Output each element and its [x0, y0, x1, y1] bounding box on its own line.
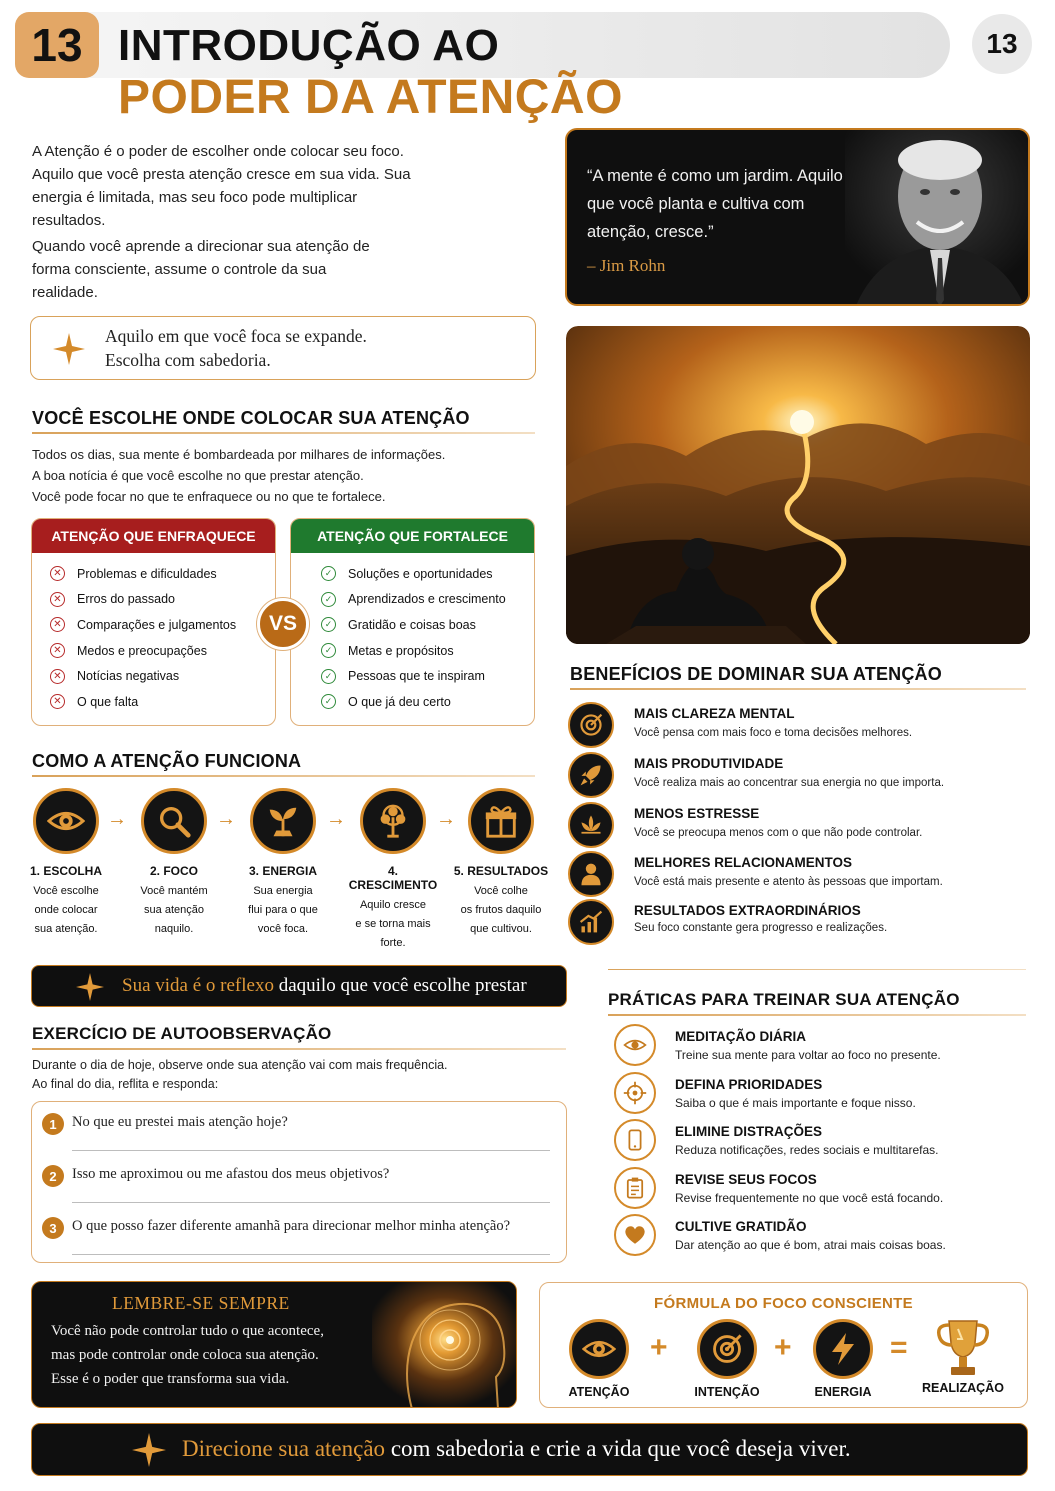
- formula-label: ENERGIA: [814, 1385, 872, 1399]
- practice-item: DEFINA PRIORIDADES Saiba o que é mais importante e foque nisso.: [614, 1072, 1028, 1116]
- page-number-badge: [972, 14, 1032, 74]
- exercise-section-rule: [32, 1048, 566, 1050]
- strengthens-card: [290, 518, 535, 726]
- page-number: 13: [986, 28, 1018, 59]
- choose-line-3: Você pode focar no que te enfraquece ou no que te fortalece.: [32, 489, 386, 504]
- vs-badge: [257, 598, 309, 650]
- benefit-item: RESULTADOS EXTRAORDINÁRIOS Seu foco constante gera progresso e realizações.: [568, 897, 1028, 945]
- target-icon: [697, 1319, 757, 1379]
- sunset-landscape-image: [566, 326, 1030, 644]
- weakens-title: ATENÇÃO QUE ENFRAQUECE: [51, 528, 256, 544]
- formula-card: [539, 1282, 1028, 1408]
- portrait-image: [845, 130, 1030, 306]
- question-number-badge: 2: [42, 1165, 64, 1187]
- highlight-line-2: Escolha com sabedoria.: [105, 350, 271, 370]
- check-circle-icon: ✓: [321, 643, 336, 658]
- remember-card: LEMBRE-SE SEMPRE Você não pode controlar tudo o que acontece, mas pode controlar onde coloca sua atenção. Esse é o poder que transforma sua vida.: [31, 1281, 517, 1408]
- equals-sign: =: [890, 1331, 908, 1364]
- question-row: [42, 1112, 550, 1154]
- practice-item: ELIMINE DISTRAÇÕES Reduza notificações, redes sociais e multitarefas.: [614, 1119, 1028, 1163]
- practices-top-rule: [608, 969, 1026, 970]
- formula-label: ATENÇÃO: [568, 1385, 630, 1399]
- sparkle-icon: [132, 1433, 166, 1467]
- eye-icon: [569, 1319, 629, 1379]
- formula-label: REALIZAÇÃO: [922, 1381, 1004, 1395]
- list-item: ✓ Soluções e oportunidades: [321, 561, 534, 587]
- heart-icon: [614, 1214, 656, 1256]
- list-item: ✕ Medos e preocupações: [50, 638, 275, 664]
- list-item: ✓ Pessoas que te inspiram: [321, 663, 534, 689]
- how-step-title: 1. ESCOLHA: [29, 864, 102, 878]
- sparkle-icon: [76, 973, 104, 1001]
- list-item: ✕ Problemas e dificuldades: [50, 561, 275, 587]
- list-item: ✓ Gratidão e coisas boas: [321, 612, 534, 638]
- page-title-line1: INTRODUÇÃO AO: [118, 21, 500, 70]
- eye-icon: [614, 1024, 656, 1066]
- check-circle-icon: ✓: [321, 566, 336, 581]
- practice-item: CULTIVE GRATIDÃO Dar atenção ao que é bom, atrai mais coisas boas.: [614, 1214, 1028, 1258]
- gift-icon: [468, 788, 534, 854]
- list-item: ✓ Aprendizados e crescimento: [321, 587, 534, 613]
- intro-paragraph-2: Quando você aprende a direcionar sua atenção de forma consciente, assume o controle da sua realidade.: [32, 238, 370, 301]
- list-item: ✓ Metas e propósitos: [321, 638, 534, 664]
- magnifier-icon: [141, 788, 207, 854]
- question-number-badge: 1: [42, 1113, 64, 1135]
- formula-item: [918, 1317, 1008, 1395]
- list-item: ✕ Erros do passado: [50, 587, 275, 613]
- x-circle-icon: ✕: [50, 643, 65, 658]
- rocket-icon: [568, 752, 614, 798]
- growth-chart-icon: [568, 899, 614, 945]
- x-circle-icon: ✕: [50, 617, 65, 632]
- page-title-line2: PODER DA ATENÇÃO: [118, 71, 623, 124]
- answer-line[interactable]: [72, 1150, 550, 1151]
- footer-text: Direcione sua atenção com sabedoria e crie a vida que você deseja viver.: [182, 1436, 851, 1461]
- check-circle-icon: ✓: [321, 669, 336, 684]
- question-number-badge: 3: [42, 1217, 64, 1239]
- how-step-title: 4. CRESCIMENTO: [348, 864, 438, 892]
- benefits-section-title: BENEFÍCIOS DE DOMINAR SUA ATENÇÃO: [570, 664, 942, 684]
- lightning-icon: [813, 1319, 873, 1379]
- exercise-line-1: Durante o dia de hoje, observe onde sua atenção vai com mais frequência.: [32, 1058, 448, 1072]
- trophy-icon: [933, 1317, 993, 1381]
- sparkle-icon: [53, 333, 85, 365]
- benefit-item: MAIS CLAREZA MENTAL Você pensa com mais foco e toma decisões melhores.: [568, 700, 1028, 748]
- benefit-item: MENOS ESTRESSE Você se preocupa menos com o que não pode controlar.: [568, 800, 1028, 848]
- chapter-number: 13: [31, 19, 83, 71]
- phone-icon: [614, 1119, 656, 1161]
- footer-banner: [31, 1423, 1028, 1476]
- answer-line[interactable]: [72, 1202, 550, 1203]
- crosshair-icon: [614, 1072, 656, 1114]
- practice-item: REVISE SEUS FOCOS Revise frequentemente no que você está focando.: [614, 1167, 1028, 1211]
- how-step-title: 5. RESULTADOS: [453, 864, 549, 878]
- list-item: ✕ Notícias negativas: [50, 663, 275, 689]
- how-step-title: 2. FOCO: [149, 864, 198, 878]
- arrow-right-icon: →: [216, 808, 236, 830]
- practices-section-rule: [608, 1014, 1026, 1016]
- strengthens-title: ATENÇÃO QUE FORTALECE: [317, 528, 508, 544]
- formula-label: INTENÇÃO: [694, 1385, 760, 1399]
- choose-line-2: A boa notícia é que você escolhe no que prestar atenção.: [32, 468, 364, 483]
- choose-line-1: Todos os dias, sua mente é bombardeada por milhares de informações.: [32, 447, 446, 462]
- arrow-right-icon: →: [436, 808, 456, 830]
- x-circle-icon: ✕: [50, 669, 65, 684]
- tree-icon: [360, 788, 426, 854]
- remember-title: LEMBRE-SE SEMPRE: [112, 1293, 290, 1313]
- highlight-box: [30, 316, 536, 380]
- question-row: [42, 1164, 550, 1206]
- plus-sign: +: [650, 1331, 668, 1364]
- strengthens-card-header: [291, 519, 534, 553]
- highlight-line-1: Aquilo em que você foca se expande.: [105, 326, 367, 346]
- intro-paragraph-1: A Atenção é o poder de escolher onde colocar seu foco. Aquilo que você presta atenção cresce em sua vida. Sua energia é limitada, mas seu foco pode multiplicar resultados.: [32, 143, 411, 229]
- check-circle-icon: ✓: [321, 694, 336, 709]
- lotus-icon: [568, 802, 614, 848]
- check-circle-icon: ✓: [321, 617, 336, 632]
- x-circle-icon: ✕: [50, 694, 65, 709]
- benefit-item: MELHORES RELACIONAMENTOS Você está mais presente e atento às pessoas que importam.: [568, 849, 1028, 897]
- how-section-rule: [32, 775, 535, 777]
- reflection-text: Sua vida é o reflexo daquilo que você escolhe prestar: [122, 975, 527, 996]
- arrow-right-icon: →: [107, 808, 127, 830]
- glowing-head-image: [372, 1282, 517, 1408]
- eye-icon: [33, 788, 99, 854]
- target-icon: [568, 702, 614, 748]
- exercise-card: [31, 1101, 567, 1263]
- list-item: ✓ O que já deu certo: [321, 689, 534, 715]
- practice-item: MEDITAÇÃO DIÁRIA Treine sua mente para voltar ao foco no presente.: [614, 1024, 1028, 1068]
- check-circle-icon: ✓: [321, 592, 336, 607]
- question-text: O que posso fazer diferente amanhã para direcionar melhor minha atenção?: [72, 1218, 511, 1234]
- choose-section-rule: [32, 432, 535, 434]
- how-step-title: 3. ENERGIA: [248, 864, 317, 878]
- quote-text: “A mente é como um jardim. Aquilo que você planta e cultiva com atenção, cresce.”: [587, 167, 843, 241]
- practices-section-title: PRÁTICAS PARA TREINAR SUA ATENÇÃO: [608, 990, 960, 1009]
- weakens-card-header: [32, 519, 275, 553]
- formula-item: [806, 1319, 880, 1399]
- arrow-right-icon: →: [326, 808, 346, 830]
- list-item: ✕ Comparações e julgamentos: [50, 612, 275, 638]
- formula-item: [562, 1319, 636, 1399]
- reflection-banner: [31, 965, 567, 1007]
- how-step-1: 1. ESCOLHA Você escolhe onde colocar sua atenção.: [22, 788, 110, 939]
- how-step-4: 4. CRESCIMENTO Aquilo cresce e se torna mais forte.: [343, 788, 443, 953]
- x-circle-icon: ✕: [50, 592, 65, 607]
- person-icon: [568, 851, 614, 897]
- formula-item: [688, 1319, 766, 1399]
- exercise-section-title: EXERCÍCIO DE AUTOOBSERVAÇÃO: [32, 1024, 332, 1043]
- x-circle-icon: ✕: [50, 566, 65, 581]
- how-step-5: 5. RESULTADOS Você colhe os frutos daquilo que cultivou.: [452, 788, 550, 939]
- weakens-card: [31, 518, 276, 726]
- quote-author: – Jim Rohn: [587, 256, 666, 275]
- chapter-badge: [15, 12, 99, 78]
- clipboard-icon: [614, 1167, 656, 1209]
- choose-section-title: VOCÊ ESCOLHE ONDE COLOCAR SUA ATENÇÃO: [32, 408, 470, 428]
- exercise-line-2: Ao final do dia, reflita e responda:: [32, 1077, 219, 1091]
- sprout-icon: [250, 788, 316, 854]
- how-step-2: 2. FOCO Você mantém sua atenção naquilo.: [130, 788, 218, 939]
- question-text: No que eu prestei mais atenção hoje?: [72, 1114, 288, 1130]
- formula-title: FÓRMULA DO FOCO CONSCIENTE: [654, 1295, 913, 1312]
- answer-line[interactable]: [72, 1254, 550, 1255]
- question-text: Isso me aproximou ou me afastou dos meus objetivos?: [72, 1166, 390, 1182]
- list-item: ✕ O que falta: [50, 689, 275, 715]
- benefits-section-rule: [570, 688, 1026, 690]
- benefit-item: MAIS PRODUTIVIDADE Você realiza mais ao concentrar sua energia no que importa.: [568, 750, 1028, 798]
- vs-label: VS: [268, 612, 297, 635]
- question-row: [42, 1216, 550, 1258]
- how-section-title: COMO A ATENÇÃO FUNCIONA: [32, 751, 302, 771]
- quote-card: [565, 128, 1030, 306]
- how-step-3: 3. ENERGIA Sua energia flui para o que você foca.: [239, 788, 327, 939]
- plus-sign: +: [774, 1331, 792, 1364]
